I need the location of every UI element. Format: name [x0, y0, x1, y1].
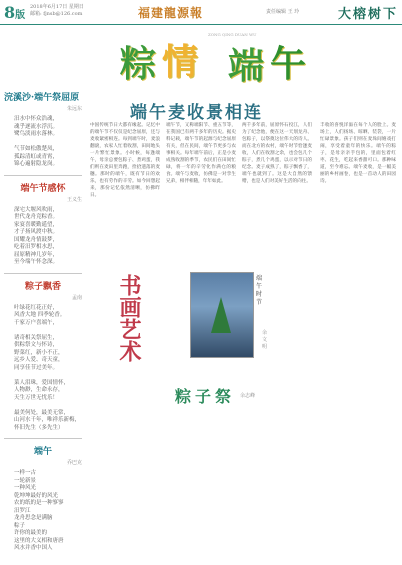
section2-author: 余志峰	[240, 393, 256, 399]
header-meta	[30, 4, 84, 18]
article-column-3: 两千多年前，屈原怀石投江，人们为了纪念他，便在这一天划龙舟、包粽子，以祭奠这位伟大的诗人。而在北方的农村，端午时节恰逢麦收，人们在收割之余，也会包几个粽子，煮几个鸡蛋，以示对节日的纪念。麦子成熟了，粽子飘香了，端午也就到了。这是大自然的馈赠，也是人们对美好生活的向往。	[242, 123, 312, 184]
left-poem-column	[4, 90, 82, 559]
poem-body: 一样一古 一轮新景 一种风光 乾坤坤最好的风光 农的纸的是一种寥寥 汨罗江 龙舟思念是满脑 粽子 许你的最美的 这里的大义相和唐唐 风水并香中国人	[14, 470, 64, 551]
zongzi-photo	[190, 272, 254, 358]
article-column-1: 中国传统节日大都有缘起。记忆中的端午节不仅仅是纪念屈原，还与麦收紧密相连。每到端午时，麦浪翻滚，农家人忙着收割，田间地头一片繁忙景象。小时候，每逢端午，母亲总要包粽子、煮鸡蛋，我们则在麦田里奔跑，捡拾遗落的麦穗。那时的端午，既有节日的欢乐，也有劳作的辛劳。如今回想起来，那份记忆依然清晰，仿佛昨日。	[90, 123, 160, 198]
poem-body: 深宅大堰风吹雨， 世代龙舟竞粽香。 家宴喜暖勤遥望， 才子扬风渡中秋。 国耀龙舟情鼓梦， 吃着汨罗相水思， 屈原精神几岁年， 至今端午怀念深。	[14, 206, 59, 265]
header-editor: 责任编辑 王 玲	[266, 9, 300, 15]
banner-char-2: 情	[162, 41, 199, 83]
poem-author: 乔巴克	[66, 460, 82, 466]
article-title: 端午麦收景相连	[130, 103, 263, 123]
paper-name: 福建龍源報	[138, 6, 204, 20]
divider	[4, 175, 82, 176]
poem-title: 端午	[33, 447, 52, 457]
divider	[4, 273, 82, 274]
photo-credit: 余文明	[262, 330, 268, 350]
photo-caption: 端午时节	[256, 275, 263, 306]
zongzi-icon	[211, 297, 231, 333]
title-banner	[120, 28, 310, 87]
section-name: 大榕树下	[337, 7, 398, 22]
page-header	[0, 0, 402, 25]
article-column-2: 端午节，又称端阳节、重五节等，在我国已有两千多年的历史。据史料记载，端午节的起源与纪念屈原有关，但在民间，端午节更多与农事相关。每年端午前后，正是小麦成熟收割的季节，农民们在田间忙碌，将一年的辛劳化作满仓的粮食。端午与麦收，仿佛是一对孪生兄弟，相伴相随，年年如此。	[166, 123, 236, 184]
poem-title: 端午节感怀	[20, 183, 66, 194]
poem-title: 浣溪沙·端午祭屈原	[4, 93, 80, 103]
poem-title: 粽子飘香	[24, 281, 61, 292]
poem-author: 孟南	[71, 294, 82, 301]
article-column-4: 丰收的喜悦洋溢在每个人的脸上。麦场上，人们扬场、晾晒、装袋，一片忙碌景象。孩子们则在麦垛间嬉戏打闹，享受着童年的快乐。端午的粽子，是母亲亲手包的，里面包着红枣、花生，吃起来香甜可口。那种味道，至今难忘。端午麦收，是一幅美丽的乡村画卷，也是一首动人的田园诗。	[320, 123, 396, 184]
poem-body: 叶绿花红花正好， 风香大地 四季轮香。 千家万户喜端午， 诸奇相关祭屈生， 供粽祭文与怀诗， 野菜红，新小不正， 远乡人爱、奇天童， 同享佳节过美年。 菜人泪珠，爱国情怀， 人物渺，生命永存， 天生万世无忧乐！ 最美何处，最美无常， 山河水千年，唯祥乐新梅， 怀旧先生（多先生）	[14, 304, 81, 431]
banner-char-1: 粽	[120, 43, 157, 85]
poem-author: 王义生	[66, 196, 82, 203]
banner-char-3: 端	[228, 45, 265, 87]
art-text: 书画艺术	[116, 274, 142, 362]
poem-body: 汨水中怀众浩魂， 魂乎逐流水浮沉。 鹭鸟淡雨水落林。 气节如松傲楚凤， 孤踪清虹或青霄， 锦心遍射隐龙岗。	[14, 116, 59, 167]
calligraphy-art	[112, 274, 176, 378]
page-number-value: 8	[4, 3, 16, 22]
banner-pinyin: ZONG QING DUAN WU	[208, 32, 257, 37]
divider	[4, 438, 82, 439]
page-suffix: 版	[15, 10, 26, 21]
poem-author: 朱远东	[66, 106, 82, 112]
header-email: 邮箱: fjnsb@126.com	[30, 11, 83, 17]
page-number	[4, 3, 25, 22]
header-date: 2018年6月17日 星期日	[30, 4, 84, 10]
section2-title: 粽子祭	[175, 387, 236, 406]
banner-char-4: 午	[270, 43, 307, 85]
